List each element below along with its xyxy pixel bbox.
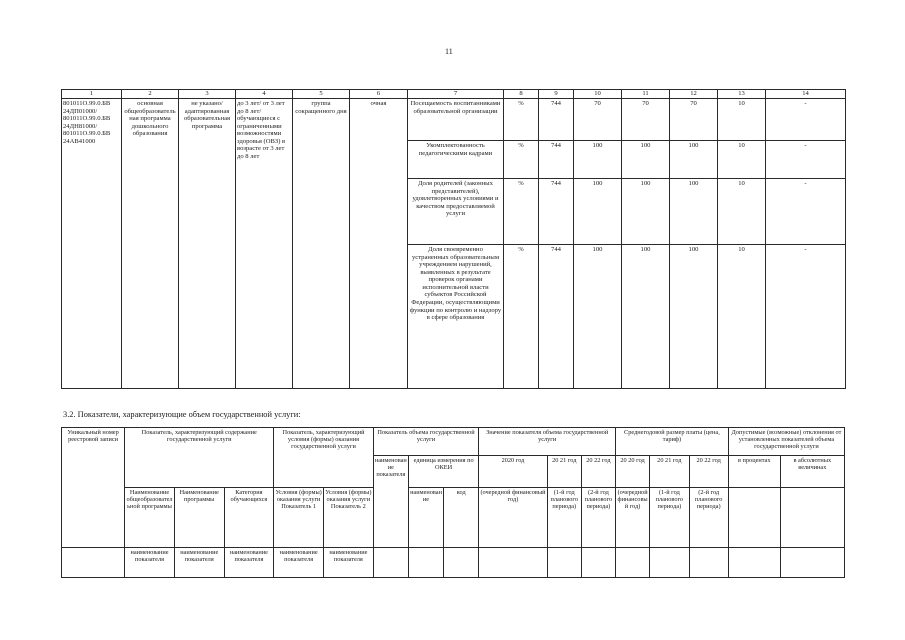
deviation-abs-empty	[780, 488, 844, 548]
empty-cell	[62, 548, 125, 578]
value-cell: 100	[574, 245, 622, 389]
page-number: 11	[445, 47, 453, 56]
price-fin-current: (очередной финансовый год)	[616, 488, 650, 548]
value-cell: 70	[574, 99, 622, 141]
price-year-2020: 20 20 год	[616, 456, 650, 488]
program-cell: основная общеобразовательная программа дошкольного образования	[122, 99, 179, 389]
value-cell: 100	[670, 245, 718, 389]
price-plan-2: (2-й год планового периода)	[689, 488, 728, 548]
unit-name-header: наименование	[408, 488, 443, 548]
header-cell: 9	[539, 90, 574, 99]
empty-cell	[373, 548, 408, 578]
indicator-name-label: наименование показателя	[224, 548, 274, 578]
group-cell: группа сокращенного дня	[293, 99, 350, 389]
value-cell: 70	[670, 99, 718, 141]
header-cell: 11	[622, 90, 670, 99]
year-2020: 2020 год	[479, 456, 547, 488]
deviation-pct-empty	[728, 488, 780, 548]
empty-cell	[728, 548, 780, 578]
header-cell: 5	[293, 90, 350, 99]
value-cell: 70	[622, 99, 670, 141]
registry-code: 801011О.99.0.БВ 24ДП01000/ 801011О.99.0.БВ 24ДН81000/ 801011О.99.0.БВ 24АВ41000	[62, 99, 122, 389]
value-cell: 100	[670, 179, 718, 245]
header-cell: 4	[236, 90, 293, 99]
empty-cell	[650, 548, 689, 578]
content-header: Показатель, характеризующий содержание государственной услуги	[125, 428, 274, 488]
year-2022: 20 22 год	[581, 456, 615, 488]
header-row	[62, 548, 845, 578]
empty-cell	[780, 548, 844, 578]
header-cell: 13	[718, 90, 766, 99]
form-cell: очная	[350, 99, 408, 389]
year-2021: 20 21 год	[547, 456, 581, 488]
empty-cell	[581, 548, 615, 578]
okei-code: 744	[539, 141, 574, 179]
price-year-2021: 20 21 год	[650, 456, 689, 488]
plan-year-1: (1-й год планового периода)	[547, 488, 581, 548]
value-header: Значение показателя объема государственной услуги	[479, 428, 616, 456]
price-header: Среднегодовой размер платы (цена, тариф)	[616, 428, 729, 456]
fin-year-current: (очередной финансовый год)	[479, 488, 547, 548]
deviation-cell: 10	[718, 245, 766, 389]
indicator-name-label: наименование показателя	[174, 548, 224, 578]
conditions-header: Показатель, характеризующий условия (формы) оказания государственной услуги	[274, 428, 373, 488]
indicator-name: Доля своевременно устраненных образовательным учреждением нарушений, выявленных в результате проверок органами исполнительной власти субъектов Российской Федерации, осуществляющими функции по контролю и надзору в сфере образования	[408, 245, 504, 389]
indicator-name-label: наименование показателя	[323, 548, 373, 578]
empty-cell	[547, 548, 581, 578]
indicator-name-label: наименование показателя	[125, 548, 175, 578]
value-cell: 100	[670, 141, 718, 179]
empty-cell	[444, 548, 479, 578]
subheader-category: Категория обучающихся	[224, 488, 274, 548]
header-row	[62, 488, 845, 548]
header-cell: 12	[670, 90, 718, 99]
age-cell: до 3 лет/ от 3 лет до 8 лет/ обучающиеся с ограниченными возможностями здоровья (ОВЗ) в возрасте от 3 лет до 8 лет	[236, 99, 293, 389]
header-cell: 1	[62, 90, 122, 99]
value-cell: 100	[622, 179, 670, 245]
unit-cell: %	[504, 141, 539, 179]
header-cell: 7	[408, 90, 504, 99]
value-cell: 100	[622, 245, 670, 389]
abs-deviation-cell: -	[766, 141, 846, 179]
volume-indicators-table	[61, 427, 845, 578]
indicator-name-label: наименование показателя	[274, 548, 324, 578]
okei-code: 744	[539, 245, 574, 389]
header-cell: 10	[574, 90, 622, 99]
abs-deviation-cell: -	[766, 99, 846, 141]
value-cell: 100	[574, 179, 622, 245]
header-cell: 3	[179, 90, 236, 99]
deviation-header: Допустимые (возможные) отклонения от установленных показателей объема государственной услуги	[728, 428, 844, 456]
section-title: 3.2. Показатели, характеризующие объем государственной услуги:	[63, 410, 301, 419]
header-row	[62, 90, 846, 99]
indicator-name: Укомплектованность педагогическими кадрами	[408, 141, 504, 179]
unit-cell: %	[504, 179, 539, 245]
abs-deviation-cell: -	[766, 179, 846, 245]
plan-year-2: (2-й год планового периода)	[581, 488, 615, 548]
deviation-cell: 10	[718, 141, 766, 179]
unique-number-header: Уникальный номер реестровой записи	[62, 428, 125, 548]
subheader-prog-name: Наименование общеобразовательной программы	[125, 488, 175, 548]
empty-cell	[689, 548, 728, 578]
header-cell: 14	[766, 90, 846, 99]
subheader-cond1: Условия (формы) оказания услуги Показатель 1	[274, 488, 324, 548]
okei-code: 744	[539, 99, 574, 141]
unit-code-header: код	[444, 488, 479, 548]
unit-cell: %	[504, 99, 539, 141]
subheader-prog: Наименование программы	[174, 488, 224, 548]
indicator-name: Посещаемость воспитанниками образовательной организации	[408, 99, 504, 141]
deviation-percent: в процентах	[728, 456, 780, 488]
header-cell: 8	[504, 90, 539, 99]
price-year-2022: 20 22 год	[689, 456, 728, 488]
volume-header: Показатель объема государственной услуги	[373, 428, 479, 456]
deviation-absolute: в абсолютных величинах	[780, 456, 844, 488]
indicator-name-header: наименование показателя	[373, 456, 408, 548]
empty-cell	[616, 548, 650, 578]
header-cell: 6	[350, 90, 408, 99]
okei-code: 744	[539, 179, 574, 245]
unit-cell: %	[504, 245, 539, 389]
empty-cell	[479, 548, 547, 578]
deviation-cell: 10	[718, 99, 766, 141]
subheader-cond2: Условия (формы) оказания услуги Показатель 2	[323, 488, 373, 548]
header-row	[62, 428, 845, 456]
deviation-cell: 10	[718, 179, 766, 245]
quality-indicators-table	[61, 89, 846, 389]
indicator-name: Доля родителей (законных представителей), удовлетворенных условиями и качеством предоставляемой услуги	[408, 179, 504, 245]
price-plan-1: (1-й год планового периода)	[650, 488, 689, 548]
abs-deviation-cell: -	[766, 245, 846, 389]
header-cell: 2	[122, 90, 179, 99]
empty-cell	[408, 548, 443, 578]
value-cell: 100	[622, 141, 670, 179]
adapt-cell: не указано/ адаптированная образовательная программа	[179, 99, 236, 389]
value-cell: 100	[574, 141, 622, 179]
table-row	[62, 99, 846, 141]
unit-header: единица измерения по ОКЕИ	[408, 456, 478, 488]
